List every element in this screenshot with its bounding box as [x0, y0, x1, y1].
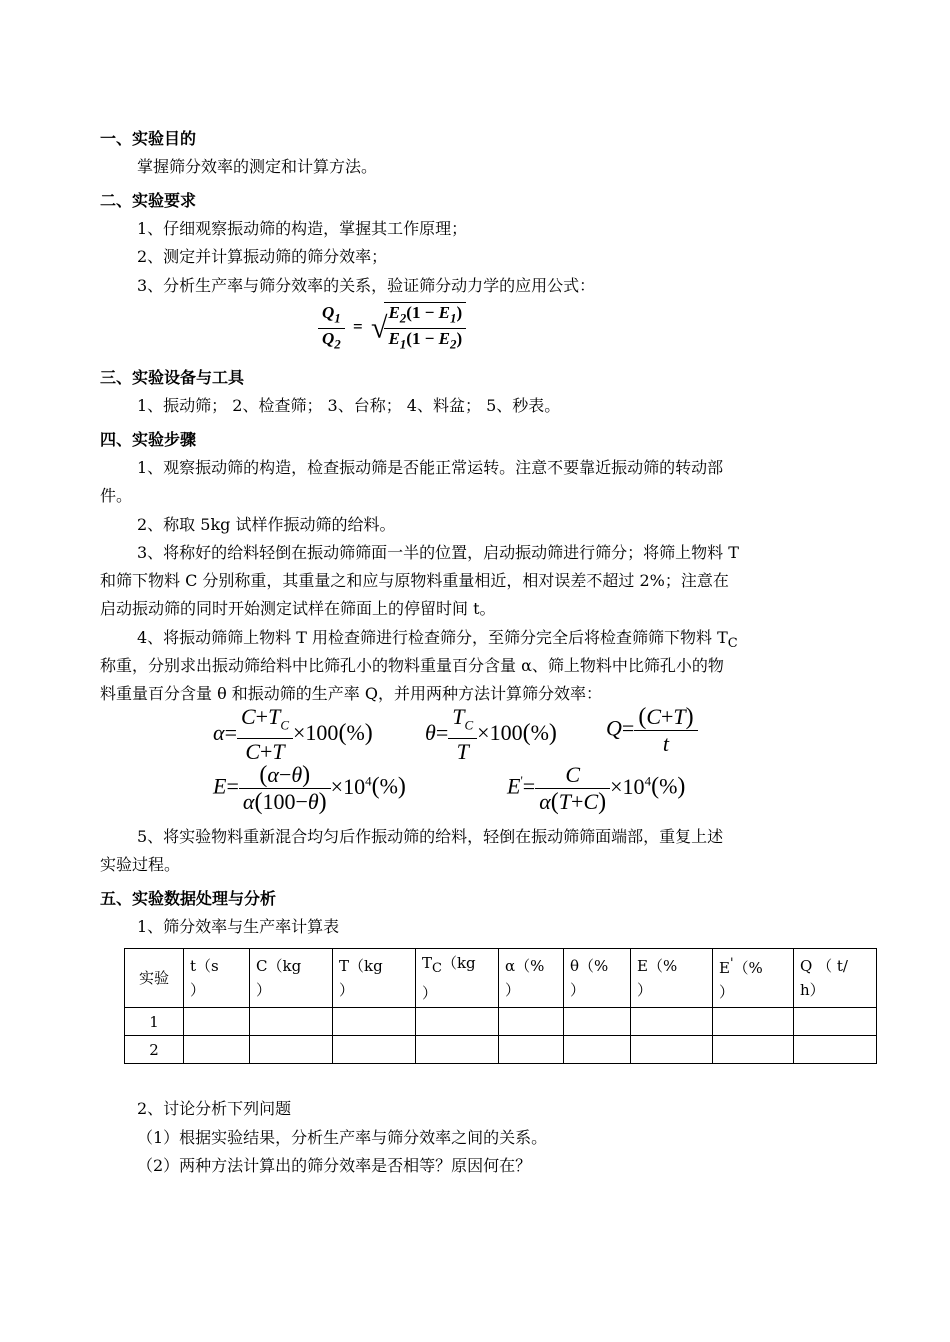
header-tt: T（kg ） — [333, 949, 416, 1008]
table-caption: 1、筛分效率与生产率计算表 — [137, 917, 340, 936]
table-cell[interactable] — [333, 1036, 416, 1064]
step-3-line-3: 启动振动筛的同时开始测定试样在筛面上的停留时间 t。 — [100, 599, 496, 618]
table-cell[interactable] — [184, 1008, 250, 1036]
step-1-line-2: 件。 — [100, 486, 133, 505]
q-formula: Q= $\frac{(C+T)}{t}$ — [606, 704, 698, 757]
table-cell[interactable] — [333, 1008, 416, 1036]
step-2: 2、称取 5kg 试样作振动筛的给料。 — [137, 515, 396, 534]
header-e-prime: E'（% ） — [713, 949, 794, 1008]
step-4-line-3: 料重量百分含量 θ 和振动筛的生产率 Q，并用两种方法计算筛分效率： — [100, 684, 603, 703]
table-cell[interactable] — [499, 1008, 564, 1036]
screening-dynamics-formula: $\frac{Q_1}{Q_2}$ = √ $\frac{E_2(1 - E_1)}{E_1(1 - E_2)}$ — [318, 302, 466, 355]
question-1: （1）根据实验结果，分析生产率与筛分效率之间的关系。 — [137, 1128, 548, 1147]
table-cell[interactable] — [631, 1008, 713, 1036]
discussion-heading: 2、讨论分析下列问题 — [137, 1099, 292, 1118]
requirement-3: 3、分析生产率与筛分效率的关系，验证筛分动力学的应用公式： — [137, 276, 596, 295]
table-cell[interactable] — [564, 1008, 631, 1036]
header-q: Q （ t/ h） — [794, 949, 877, 1008]
header-theta: θ（% ） — [564, 949, 631, 1008]
efficiency-data-table — [124, 948, 877, 1064]
question-2: （2）两种方法计算出的筛分效率是否相等？原因何在？ — [137, 1156, 532, 1175]
table-cell[interactable] — [250, 1008, 333, 1036]
step-4-line-1: 4、将振动筛筛上物料 T 用检查筛进行检查筛分，至筛分完全后将检查筛筛下物料 $T_C$ — [137, 628, 738, 652]
header-e: E（% ） — [631, 949, 713, 1008]
step-5-line-2: 实验过程。 — [100, 855, 181, 874]
section-1-title: 一、实验目的 — [100, 129, 197, 148]
requirement-2: 2、测定并计算振动筛的筛分效率； — [137, 247, 388, 266]
header-tc: $T_C(kg$ ） — [416, 949, 499, 1008]
table-header-row — [125, 949, 877, 1008]
efficiency-formula-e-prime: E'= $\frac{C}{\alpha(T+C)}$ $\times 10^4(\%)$ — [507, 762, 686, 815]
step-4-line-2: 称重，分别求出振动筛给料中比筛孔小的物料重量百分含量 α、筛上物料中比筛孔小的物 — [100, 656, 724, 675]
step-3-line-1: 3、将称好的给料轻倒在振动筛筛面一半的位置，启动振动筛进行筛分；将筛上物料 T — [137, 543, 739, 562]
table-cell[interactable] — [713, 1036, 794, 1064]
section-3-title: 三、实验设备与工具 — [100, 368, 245, 387]
section-5-title: 五、实验数据处理与分析 — [100, 889, 277, 908]
table-cell[interactable] — [184, 1036, 250, 1064]
section-4-title: 四、实验步骤 — [100, 430, 197, 449]
table-cell[interactable] — [499, 1036, 564, 1064]
header-experiment: 实验 — [125, 949, 184, 1008]
table-cell[interactable] — [713, 1008, 794, 1036]
step-3-line-2: 和筛下物料 C 分别称重，其重量之和应与原物料重量相近，相对误差不超过 2%；注意在 — [100, 571, 729, 590]
theta-formula: θ= $\frac{T_C}{T}$ ×100(%) — [425, 704, 557, 765]
section-1-body: 掌握筛分效率的测定和计算方法。 — [137, 157, 378, 176]
header-c: C（kg ） — [250, 949, 333, 1008]
table-cell[interactable] — [794, 1036, 877, 1064]
row-label: 2 — [125, 1036, 184, 1064]
table-row — [125, 1036, 877, 1064]
equipment-list: 1、振动筛； 2、检查筛； 3、台称； 4、料盆； 5、秒表。 — [137, 396, 561, 415]
table-cell[interactable] — [631, 1036, 713, 1064]
step-1-line-1: 1、观察振动筛的构造，检查振动筛是否能正常运转。注意不要靠近振动筛的转动部 — [137, 458, 724, 477]
table-cell[interactable] — [416, 1008, 499, 1036]
table-cell[interactable] — [416, 1036, 499, 1064]
table-cell[interactable] — [250, 1036, 333, 1064]
header-alpha: α（% ） — [499, 949, 564, 1008]
alpha-formula: α= $\frac{C+T_C}{C+T}$ ×100(%) — [213, 704, 373, 765]
table-cell[interactable] — [564, 1036, 631, 1064]
efficiency-formula-e: E= $\frac{(\alpha-\theta)}{\alpha(100-\theta)}$ $\times 10^4(\%)$ — [213, 762, 406, 815]
requirement-1: 1、仔细观察振动筛的构造，掌握其工作原理； — [137, 219, 468, 238]
header-t: t（s ） — [184, 949, 250, 1008]
section-2-title: 二、实验要求 — [100, 191, 197, 210]
step-5-line-1: 5、将实验物料重新混合均匀后作振动筛的给料，轻倒在振动筛筛面端部，重复上述 — [137, 827, 724, 846]
table-row — [125, 1008, 877, 1036]
row-label: 1 — [125, 1008, 184, 1036]
table-cell[interactable] — [794, 1008, 877, 1036]
